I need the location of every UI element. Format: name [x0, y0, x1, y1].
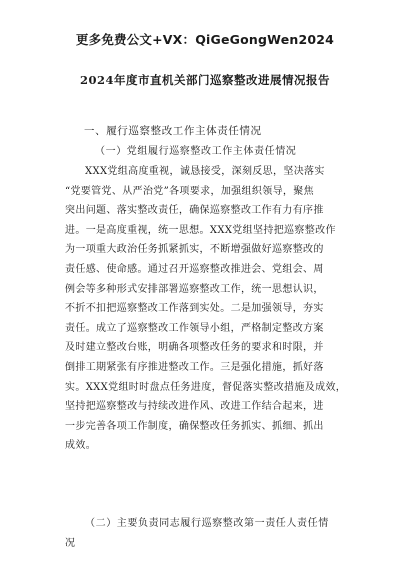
- report-title: 2024年度市直机关部门巡察整改进展情况报告: [79, 73, 330, 87]
- paragraph-line: 为一项重大政治任务抓紧抓实，不断增强做好巡察整改的: [65, 244, 324, 256]
- paragraph-line: 一步完善各项工作制度，确保整改任务抓实、抓细、抓出: [65, 420, 324, 432]
- paragraph-line: 倒排工期紧张有序推进整改工作。三是强化措施，抓好落: [65, 361, 324, 373]
- promo-banner: 更多免费公文+VX：QiGeGongWen2024: [75, 32, 335, 47]
- paragraph-line: 实。XXX党组时时盘点任务进度，督促落实整改措施及成效，: [65, 381, 347, 393]
- subsection-heading-2: [65, 514, 347, 554]
- paragraph-line: 责任感、使命感。通过召开巡察整改推进会、党组会、周: [65, 263, 324, 275]
- paragraph-line: 例会等多种形式安排部署巡察整改工作，统一思想认识，: [65, 283, 324, 295]
- section-heading: 一、履行巡察整改工作主体责任情况: [84, 125, 262, 137]
- heading-line: 况: [65, 538, 76, 549]
- subsection-heading: （一）党组履行巡察整改工作主体责任情况: [95, 146, 297, 157]
- paragraph-line: 及时建立整改台账，明确各项整改任务的要求和时限，并: [65, 342, 324, 354]
- paragraph-line: 进。一是高度重视，统一思想。XXX党组坚持把巡察整改作: [65, 224, 336, 236]
- heading-line: （二）主要负责同志履行巡察整改第一责任人责任情: [85, 518, 329, 529]
- paragraph-line: 突出问题、落实整改责任，确保巡察整改工作有力有序推: [65, 205, 324, 217]
- paragraph-line: XXX党组高度重视，诚恳接受，深刻反思，坚决落实: [85, 166, 325, 177]
- body-paragraph: [65, 162, 347, 456]
- paragraph-line: 成效。: [65, 440, 97, 452]
- paragraph-line: 坚持把巡察整改与持续改进作风、改进工作结合起来，进: [65, 401, 324, 413]
- paragraph-line: 责任。成立了巡察整改工作领导小组，严格制定整改方案: [65, 322, 324, 334]
- paragraph-line: “党要管党、从严治党”各项要求，加强组织领导，聚焦: [65, 185, 314, 197]
- paragraph-line: 不折不扣把巡察整改工作落到实处。二是加强领导，夯实: [65, 303, 324, 315]
